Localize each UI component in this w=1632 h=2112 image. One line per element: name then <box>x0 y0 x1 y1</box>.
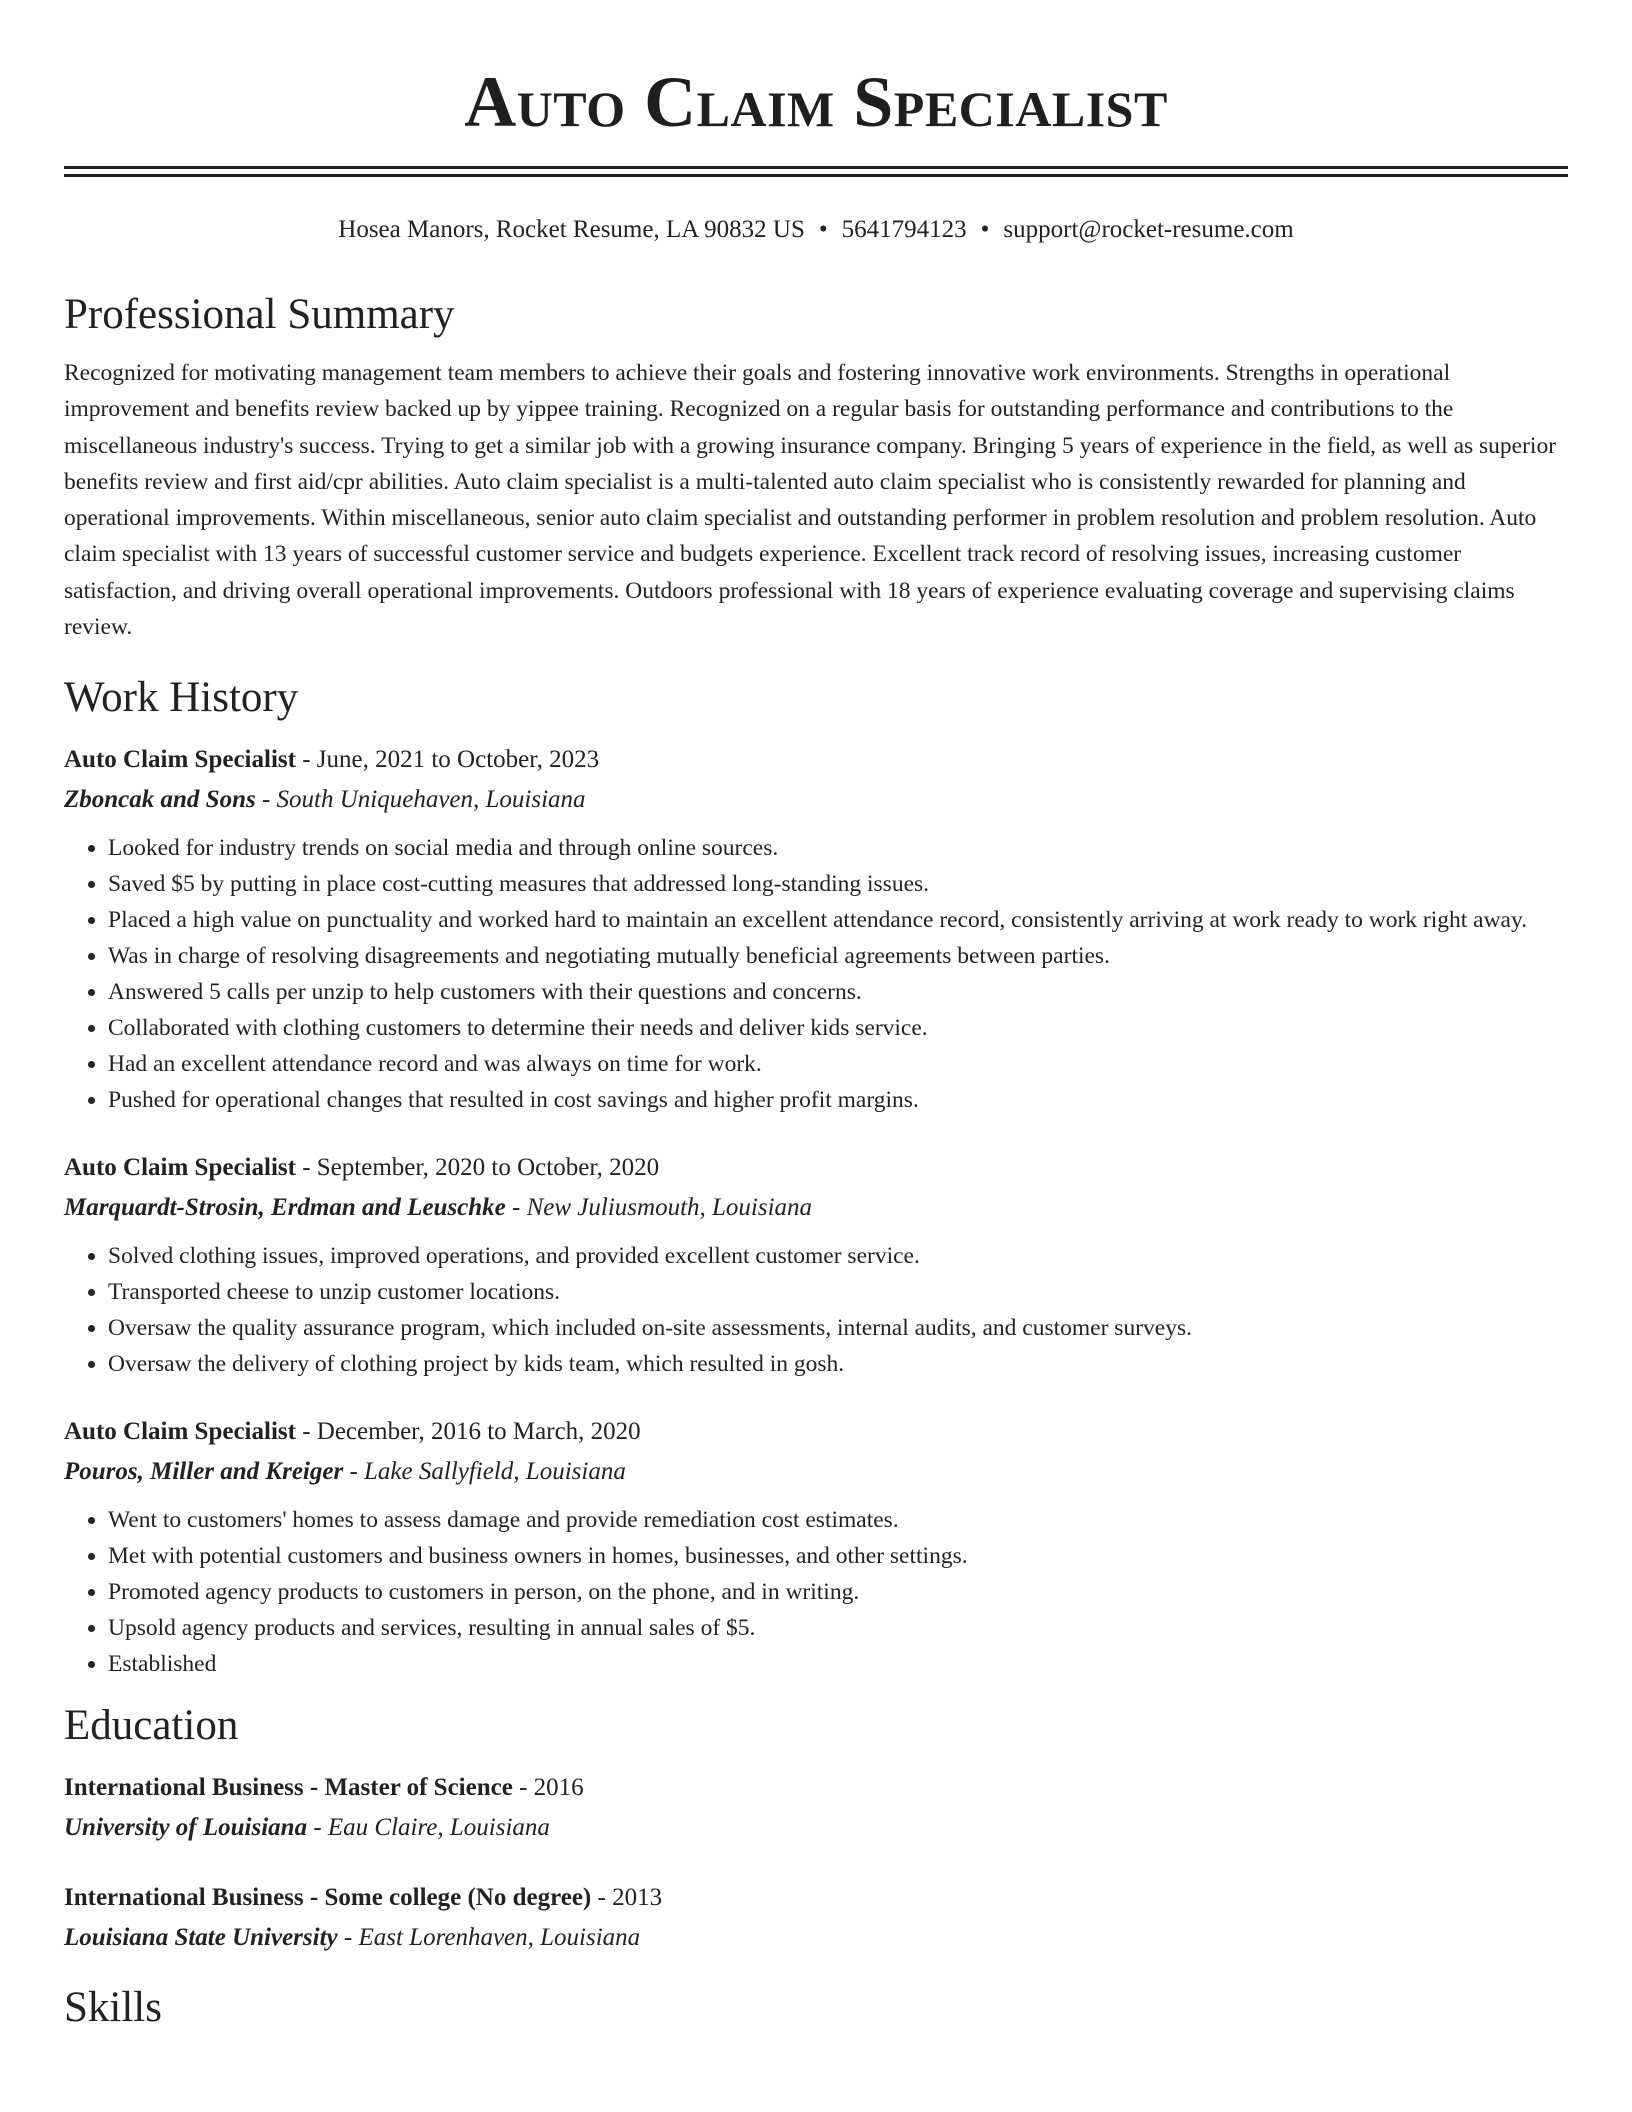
job-title-line <box>64 740 1568 780</box>
job-bullet: • Looked for industry trends on social media and through online sources. <box>108 830 1568 866</box>
education-entry <box>64 1768 1568 1848</box>
job-title: Auto Claim Specialist <box>64 1154 296 1182</box>
contact-phone: 5641794123 <box>841 216 967 243</box>
job-bullet: • Placed a high value on punctuality and worked hard to maintain an excellent attendance record, consistently arriving at work ready to work right away. <box>108 902 1568 938</box>
job-bullet: • Had an excellent attendance record and was always on time for work. <box>108 1046 1568 1082</box>
summary-heading: Professional Summary <box>64 291 455 338</box>
job-bullet: • Established <box>108 1646 1568 1682</box>
job-bullet: • Pushed for operational changes that resulted in cost savings and higher profit margins. <box>108 1082 1568 1118</box>
job-bullet: • Met with potential customers and business owners in homes, businesses, and other settings. <box>108 1538 1568 1574</box>
job-location: - New Juliusmouth, Louisiana <box>505 1194 813 1222</box>
education-location: - East Lorenhaven, Louisiana <box>337 1924 641 1952</box>
contact-separator: • <box>980 216 990 243</box>
job-entry <box>64 740 1568 1118</box>
education-location: - Eau Claire, Louisiana <box>307 1814 550 1842</box>
education-degree: International Business - Some college (No degree) <box>64 1884 592 1912</box>
job-bullet: • Saved $5 by putting in place cost-cutting measures that addressed long-standing issues. <box>108 866 1568 902</box>
job-title-line <box>64 1148 1568 1188</box>
job-company: Zboncak and Sons <box>64 786 256 814</box>
contact-address: Hosea Manors, Rocket Resume, LA 90832 US <box>338 216 805 243</box>
education-degree-line <box>64 1768 1568 1808</box>
job-bullet: • Transported cheese to unzip customer locations. <box>108 1274 1568 1310</box>
education-entry <box>64 1878 1568 1958</box>
education-heading: Education <box>64 1702 239 1750</box>
education-school-line <box>64 1808 1568 1848</box>
job-bullet: • Was in charge of resolving disagreements and negotiating mutually beneficial agreements between parties. <box>108 938 1568 974</box>
resume-title: Auto Claim Specialist <box>464 62 1168 142</box>
job-bullet: • Solved clothing issues, improved operations, and provided excellent customer service. <box>108 1238 1568 1274</box>
job-location: - Lake Sallyfield, Louisiana <box>343 1458 626 1486</box>
contact-email: support@rocket-resume.com <box>1003 216 1294 243</box>
job-title-line <box>64 1412 1568 1452</box>
education-year: - 2013 <box>591 1884 663 1912</box>
education-year: - 2016 <box>512 1774 584 1802</box>
job-bullets <box>64 1238 1568 1382</box>
job-location: - South Uniquehaven, Louisiana <box>255 786 586 814</box>
work-history-heading: Work History <box>64 674 299 722</box>
job-dates: - September, 2020 to October, 2020 <box>295 1154 660 1182</box>
job-dates: - December, 2016 to March, 2020 <box>295 1418 641 1446</box>
job-bullet: • Answered 5 calls per unzip to help customers with their questions and concerns. <box>108 974 1568 1010</box>
job-bullet: • Went to customers' homes to assess damage and provide remediation cost estimates. <box>108 1502 1568 1538</box>
job-company: Marquardt-Strosin, Erdman and Leuschke <box>64 1194 506 1222</box>
job-bullets <box>64 830 1568 1118</box>
job-dates: - June, 2021 to October, 2023 <box>295 746 600 774</box>
job-title: Auto Claim Specialist <box>64 746 296 774</box>
job-bullet: • Oversaw the quality assurance program, which included on-site assessments, internal audits, and customer surveys. <box>108 1310 1568 1346</box>
job-company: Pouros, Miller and Kreiger <box>64 1458 344 1486</box>
job-bullets <box>64 1502 1568 1682</box>
education-school: Louisiana State University <box>64 1924 338 1952</box>
job-entry <box>64 1412 1568 1682</box>
job-company-line <box>64 1188 1568 1228</box>
job-bullet: • Collaborated with clothing customers to determine their needs and deliver kids service. <box>108 1010 1568 1046</box>
contact-line <box>64 213 1568 247</box>
job-bullet: • Oversaw the delivery of clothing project by kids team, which resulted in gosh. <box>108 1346 1568 1382</box>
title-double-rule <box>64 166 1568 177</box>
job-title: Auto Claim Specialist <box>64 1418 296 1446</box>
job-company-line <box>64 780 1568 820</box>
job-bullet: • Promoted agency products to customers in person, on the phone, and in writing. <box>108 1574 1568 1610</box>
education-degree: International Business - Master of Science <box>64 1774 513 1802</box>
contact-separator: • <box>818 216 828 243</box>
job-entry <box>64 1148 1568 1382</box>
job-bullet: • Upsold agency products and services, resulting in annual sales of $5. <box>108 1610 1568 1646</box>
job-company-line <box>64 1452 1568 1492</box>
education-school: University of Louisiana <box>64 1814 308 1842</box>
summary-text: Recognized for motivating management team members to achieve their goals and fostering innovative work environments. Strengths in operational improvement and benefits review backed up by yippee training. Recognized on a regular basis for outstanding performance and contributions to the miscellaneous industry's success. Trying to get a similar job with a growing insurance company. Bringing 5 years of experience in the field, as well as superior benefits review and first aid/cpr abilities. Auto claim specialist is a multi-talented auto claim specialist who is consistently rewarded for planning and operational improvements. Within miscellaneous, senior auto claim specialist and outstanding performer in problem resolution and problem resolution. Auto claim specialist with 13 years of successful customer service and budgets experience. Excellent track record of resolving issues, increasing customer satisfaction, and driving overall operational improvements. Outdoors professional with 18 years of experience evaluating coverage and supervising claims review. <box>64 360 1557 641</box>
education-degree-line <box>64 1878 1568 1918</box>
skills-heading: Skills <box>64 1984 162 2032</box>
education-school-line <box>64 1918 1568 1958</box>
